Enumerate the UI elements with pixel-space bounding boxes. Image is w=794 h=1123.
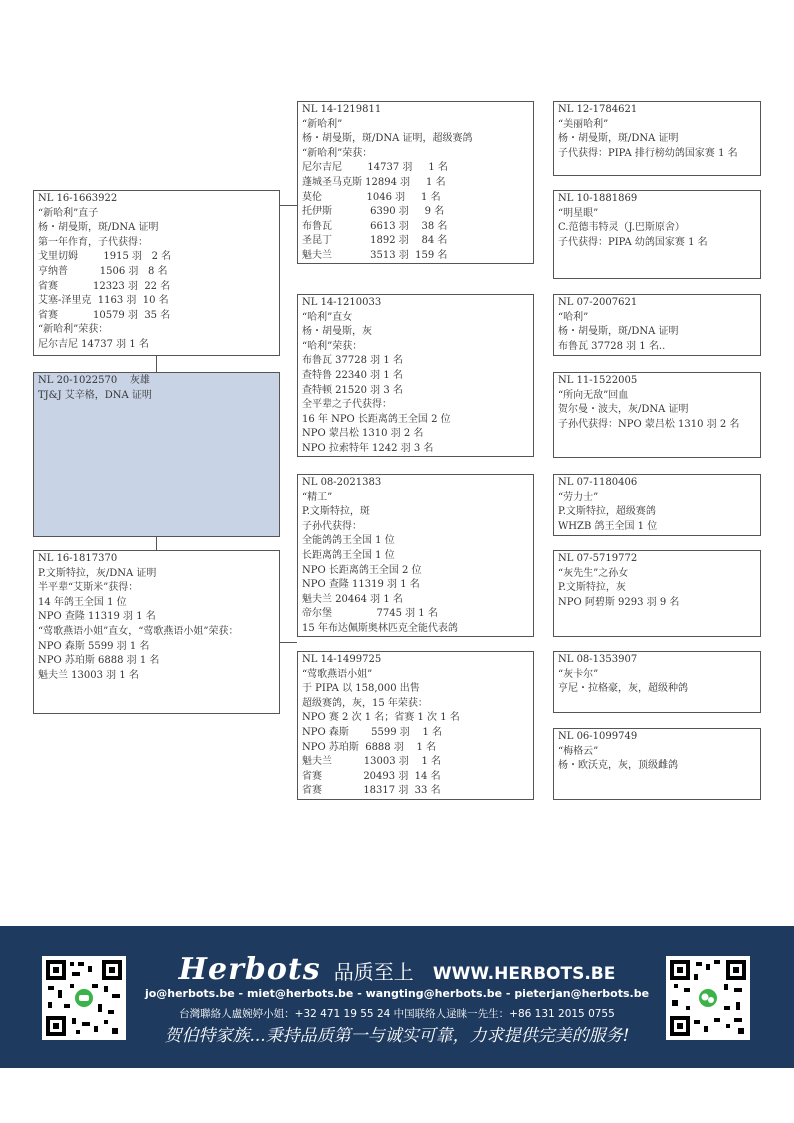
connector-line	[156, 536, 157, 550]
ss-line: 魁夫兰 3513 羽 159 名	[302, 249, 448, 261]
sd-line: 查特顿 21520 羽 3 名	[302, 384, 403, 396]
sdd-card	[553, 372, 761, 458]
dsd-line: “灰先生”之孙女	[558, 567, 629, 579]
contact-phones: 台灣聯絡人盧婉婷小姐：+32 471 19 55 24 中国联络人逯睐一先生：+86 131 2015 0755	[179, 1008, 615, 1020]
sss-ring: NL 12-1784621	[558, 104, 638, 115]
ss-line: 圣昆丁 1892 羽 84 名	[302, 235, 448, 247]
dam-line: “莺歌燕语小姐”直女，“莺歌燕语小姐”荣获：	[38, 625, 239, 637]
sds-card	[553, 294, 761, 356]
footer-banner	[0, 926, 794, 1068]
dam-line: NPO 森斯 5599 羽 1 名	[38, 640, 150, 652]
dss-line: P.文斯特拉，超级赛鸽	[558, 506, 656, 518]
dss-line: WHZB 鸽王全国 1 位	[558, 520, 658, 532]
subject-ring: NL 20-1022570 灰雄	[38, 375, 150, 386]
subject-breeder: TJ&J 艾辛格，DNA 证明	[38, 389, 152, 401]
sire-line: “新哈利”荣获：	[38, 324, 109, 336]
ds-line: 子孙代获得：	[302, 520, 362, 532]
sd-line: “哈利”直女	[302, 311, 353, 323]
ssd-ring: NL 10-1881869	[558, 193, 638, 204]
sire-card	[33, 190, 280, 356]
sd-line: 查特鲁 22340 羽 1 名	[302, 369, 403, 381]
dam-line: P.文斯特拉，灰/DNA 证明	[38, 567, 157, 579]
sd-line: 16 年 NPO 长距离鸽王全国 2 位	[302, 413, 451, 425]
sd-line: “哈利”荣获：	[302, 340, 363, 352]
sd-ring: NL 14-1210033	[302, 297, 382, 308]
connector-line	[156, 356, 157, 372]
sire-line: 杨・胡曼斯，斑/DNA 证明	[38, 222, 159, 234]
dam-line: 14 年鸽王全国 1 位	[38, 596, 127, 608]
ddd-ring: NL 06-1099749	[558, 731, 638, 742]
sire-line: 省赛 12323 羽 22 名	[38, 280, 171, 292]
dsd-ring: NL 07-5719772	[558, 553, 638, 564]
dsd-line: NPO 阿碧斯 9293 羽 9 名	[558, 596, 680, 608]
sire-line: 尼尔吉尼 14737 羽 1 名	[38, 338, 149, 350]
ss-line: “新哈利”	[302, 118, 343, 130]
ds-line: 帝尔堡 7745 羽 1 名	[302, 608, 438, 620]
sire-line: 省赛 10579 羽 35 名	[38, 309, 171, 321]
ss-line: 托伊斯 6390 羽 9 名	[302, 206, 445, 218]
dam-line: NPO 苏珀斯 6888 羽 1 名	[38, 655, 160, 667]
ss-line: 蓬城圣马克斯 12894 羽 1 名	[302, 176, 446, 188]
ss-line: 尼尔吉尼 14737 羽 1 名	[302, 162, 448, 174]
ddd-card	[553, 728, 761, 800]
sd-line: NPO 拉索特年 1242 羽 3 名	[302, 442, 434, 454]
dd-line: “莺歌燕语小姐”	[302, 668, 373, 680]
subject-card	[33, 372, 280, 537]
sire-sire-card	[297, 101, 534, 264]
connector-line	[279, 205, 297, 206]
ddd-line: 杨・欧沃克，灰，顶级雌鸽	[558, 760, 678, 772]
ds-line: 长距离鸽王全国 1 位	[302, 549, 395, 561]
sdd-line: “所向无敌”回血	[558, 389, 629, 401]
ds-ring: NL 08-2021383	[302, 477, 382, 488]
ssd-card	[553, 190, 761, 279]
ds-line: NPO 长距离鸽王全国 2 位	[302, 564, 422, 576]
sd-line: 杨・胡曼斯，灰	[302, 326, 372, 338]
sdd-line: 贺尔曼・波夫，灰/DNA 证明	[558, 404, 689, 416]
sds-line: 布鲁瓦 37728 羽 1 名..	[558, 340, 666, 352]
brand-logo: Herbots	[178, 952, 321, 987]
dam-line: 半平辈“艾斯米”获得：	[38, 582, 139, 594]
ssd-line: C.范德韦特灵（J.巴斯原舍）	[558, 222, 685, 234]
ds-line: “精工”	[302, 491, 333, 503]
dss-line: “劳力士”	[558, 491, 599, 503]
dd-line: NPO 森斯 5599 羽 1 名	[302, 726, 442, 738]
sire-line: 艾塞-泽里克 1163 羽 10 名	[38, 295, 169, 307]
brand-slogan: 品质至上	[333, 960, 414, 984]
dam-ring: NL 16-1817370	[38, 553, 118, 564]
ds-line: 魁夫兰 20464 羽 1 名	[302, 593, 403, 605]
ds-line: 全能鸽鸽王全国 1 位	[302, 535, 395, 547]
dds-line: “灰卡尔”	[558, 668, 599, 680]
ds-line: NPO 查隆 11319 羽 1 名	[302, 579, 420, 591]
dd-line: 省赛 20493 羽 14 名	[302, 770, 441, 782]
ss-line: 杨・胡曼斯，斑/DNA 证明，超级赛鸽	[302, 133, 473, 145]
sire-line: 亨纳普 1506 羽 8 名	[38, 265, 168, 277]
sss-line: “美丽哈利”	[558, 118, 609, 130]
dds-line: 亨尼・拉格豪，灰，超级种鸽	[558, 683, 688, 695]
dsd-card	[553, 550, 761, 637]
dam-card	[33, 550, 280, 714]
ddd-line: “梅格云”	[558, 745, 599, 757]
dd-line: NPO 赛 2 次 1 名；省赛 1 次 1 名	[302, 712, 460, 724]
dsd-line: P.文斯特拉，灰	[558, 582, 626, 594]
sire-dam-card	[297, 294, 534, 457]
dam-line: NPO 查隆 11319 羽 1 名	[38, 611, 156, 623]
family-motto: 贺伯特家族...秉持品质第一与诚实可靠，力求提供完美的服务!	[164, 1026, 630, 1046]
ds-line: 15 年布达佩斯奥林匹克全能代表鸽	[302, 622, 458, 634]
dd-line: 省赛 18317 羽 33 名	[302, 785, 441, 797]
dds-card	[553, 651, 761, 713]
dss-ring: NL 07-1180406	[558, 477, 638, 488]
connector-line	[279, 642, 297, 643]
ssd-line: “明星眼”	[558, 207, 599, 219]
ss-line: 布鲁瓦 6613 羽 38 名	[302, 220, 448, 232]
sds-line: “哈利”	[558, 311, 589, 323]
dam-dam-card	[297, 651, 534, 800]
sss-line: 子代获得：PIPA 排行榜幼鸽国家赛 1 名	[558, 147, 738, 159]
dam-line: 魁夫兰 13003 羽 1 名	[38, 669, 139, 681]
contact-emails[interactable]: jo@herbots.be - miet@herbots.be - wangting@herbots.be - pieterjan@herbots.be	[144, 987, 650, 1000]
sire-ring: NL 16-1663922	[38, 193, 118, 204]
dd-line: 超级赛鸽，灰，15 年荣获：	[302, 697, 428, 709]
website-link[interactable]: WWW.HERBOTS.BE	[432, 964, 616, 984]
ssd-line: 子代获得：PIPA 幼鸽国家赛 1 名	[558, 236, 708, 248]
sd-line: 布鲁瓦 37728 羽 1 名	[302, 355, 403, 367]
sire-line: “新哈利”直子	[38, 207, 99, 219]
dd-line: 魁夫兰 13003 羽 1 名	[302, 756, 442, 768]
dd-line: 于 PIPA 以 158,000 出售	[302, 683, 420, 695]
sds-ring: NL 07-2007621	[558, 297, 638, 308]
sss-card	[553, 101, 761, 176]
ss-line: “新哈利”荣获：	[302, 147, 373, 159]
ss-line: 莫伦 1046 羽 1 名	[302, 191, 441, 203]
sire-line: 第一年作育，子代获得：	[38, 236, 148, 248]
sd-line: NPO 蒙吕松 1310 羽 2 名	[302, 428, 424, 440]
sss-line: 杨・胡曼斯，斑/DNA 证明	[558, 133, 679, 145]
ss-ring: NL 14-1219811	[302, 104, 382, 115]
dd-ring: NL 14-1499725	[302, 654, 382, 665]
wechat-qr-code[interactable]	[666, 956, 750, 1040]
sd-line: 全平辈之子代获得：	[302, 399, 392, 411]
ds-line: P.文斯特拉，斑	[302, 506, 370, 518]
dds-ring: NL 08-1353907	[558, 654, 638, 665]
sds-line: 杨・胡曼斯，斑/DNA 证明	[558, 326, 679, 338]
dam-sire-card	[297, 474, 534, 637]
sdd-line: 子孙代获得：NPO 蒙吕松 1310 羽 2 名	[558, 418, 740, 430]
sire-line: 戈里切姆 1915 羽 2 名	[38, 251, 172, 263]
dss-card	[553, 474, 761, 536]
dd-line: NPO 苏珀斯 6888 羽 1 名	[302, 741, 437, 753]
sdd-ring: NL 11-1522005	[558, 375, 638, 386]
